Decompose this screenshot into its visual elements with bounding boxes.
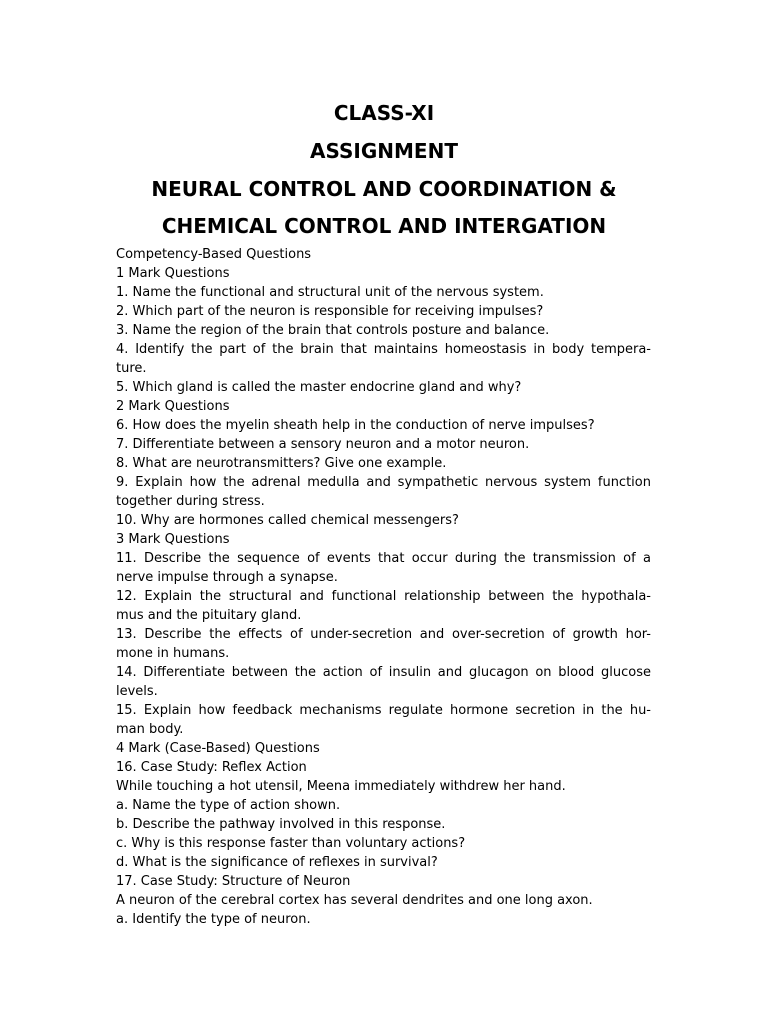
question-line: 7. Differentiate between a sensory neuron and a motor neuron. (116, 437, 530, 452)
question-line: together during stress. (116, 494, 265, 509)
question-line: 13. Describe the effects of under-secretion and over-secretion of growth hor- (116, 627, 651, 642)
question-line: 3. Name the region of the brain that controls posture and balance. (116, 323, 550, 338)
question-line: a. Name the type of action shown. (116, 798, 341, 813)
question-line: While touching a hot utensil, Meena immediately withdrew her hand. (116, 779, 566, 794)
question-line: 16. Case Study: Reflex Action (116, 760, 307, 775)
section-label: 1 Mark Questions (116, 266, 230, 281)
question-line: man body. (116, 722, 184, 737)
question-line: 17. Case Study: Structure of Neuron (116, 874, 351, 889)
question-line: 15. Explain how feedback mechanisms regulate hormone secretion in the hu- (116, 703, 651, 718)
title-line-2: CHEMICAL CONTROL AND INTERGATION (161, 214, 607, 238)
question-list (116, 245, 651, 929)
question-line: nerve impulse through a synapse. (116, 570, 338, 585)
question-line: 8. What are neurotransmitters? Give one example. (116, 456, 447, 471)
question-line: b. Describe the pathway involved in this response. (116, 817, 446, 832)
question-line: 10. Why are hormones called chemical messengers? (116, 513, 459, 528)
question-line: c. Why is this response faster than voluntary actions? (116, 836, 466, 851)
section-label: 4 Mark (Case-Based) Questions (116, 741, 320, 756)
question-line: mone in humans. (116, 646, 230, 661)
question-line: ture. (116, 361, 147, 376)
section-label: 3 Mark Questions (116, 532, 230, 547)
question-line: 14. Differentiate between the action of insulin and glucagon on blood glucose (116, 665, 651, 680)
class-heading: CLASS-XI (333, 101, 435, 125)
question-line: 5. Which gland is called the master endocrine gland and why? (116, 380, 522, 395)
question-line: levels. (116, 684, 158, 699)
question-line: d. What is the significance of reflexes in survival? (116, 855, 438, 870)
question-line: A neuron of the cerebral cortex has several dendrites and one long axon. (116, 893, 593, 908)
question-line: 1. Name the functional and structural unit of the nervous system. (116, 285, 544, 300)
question-line: 2. Which part of the neuron is responsible for receiving impulses? (116, 304, 544, 319)
question-line: 12. Explain the structural and functional relationship between the hypothala- (116, 589, 651, 604)
question-line: a. Identify the type of neuron. (116, 912, 311, 927)
section-label: Competency-Based Questions (116, 247, 312, 262)
assignment-heading: ASSIGNMENT (310, 139, 458, 163)
question-line: 11. Describe the sequence of events that occur during the transmission of a (116, 551, 651, 566)
section-label: 2 Mark Questions (116, 399, 230, 414)
question-line: 4. Identify the part of the brain that maintains homeostasis in body tempera- (116, 342, 651, 357)
question-line: 9. Explain how the adrenal medulla and sympathetic nervous system function (116, 475, 651, 490)
question-line: mus and the pituitary gland. (116, 608, 302, 623)
question-line: 6. How does the myelin sheath help in the conduction of nerve impulses? (116, 418, 595, 433)
title-line-1: NEURAL CONTROL AND COORDINATION & (151, 177, 617, 201)
